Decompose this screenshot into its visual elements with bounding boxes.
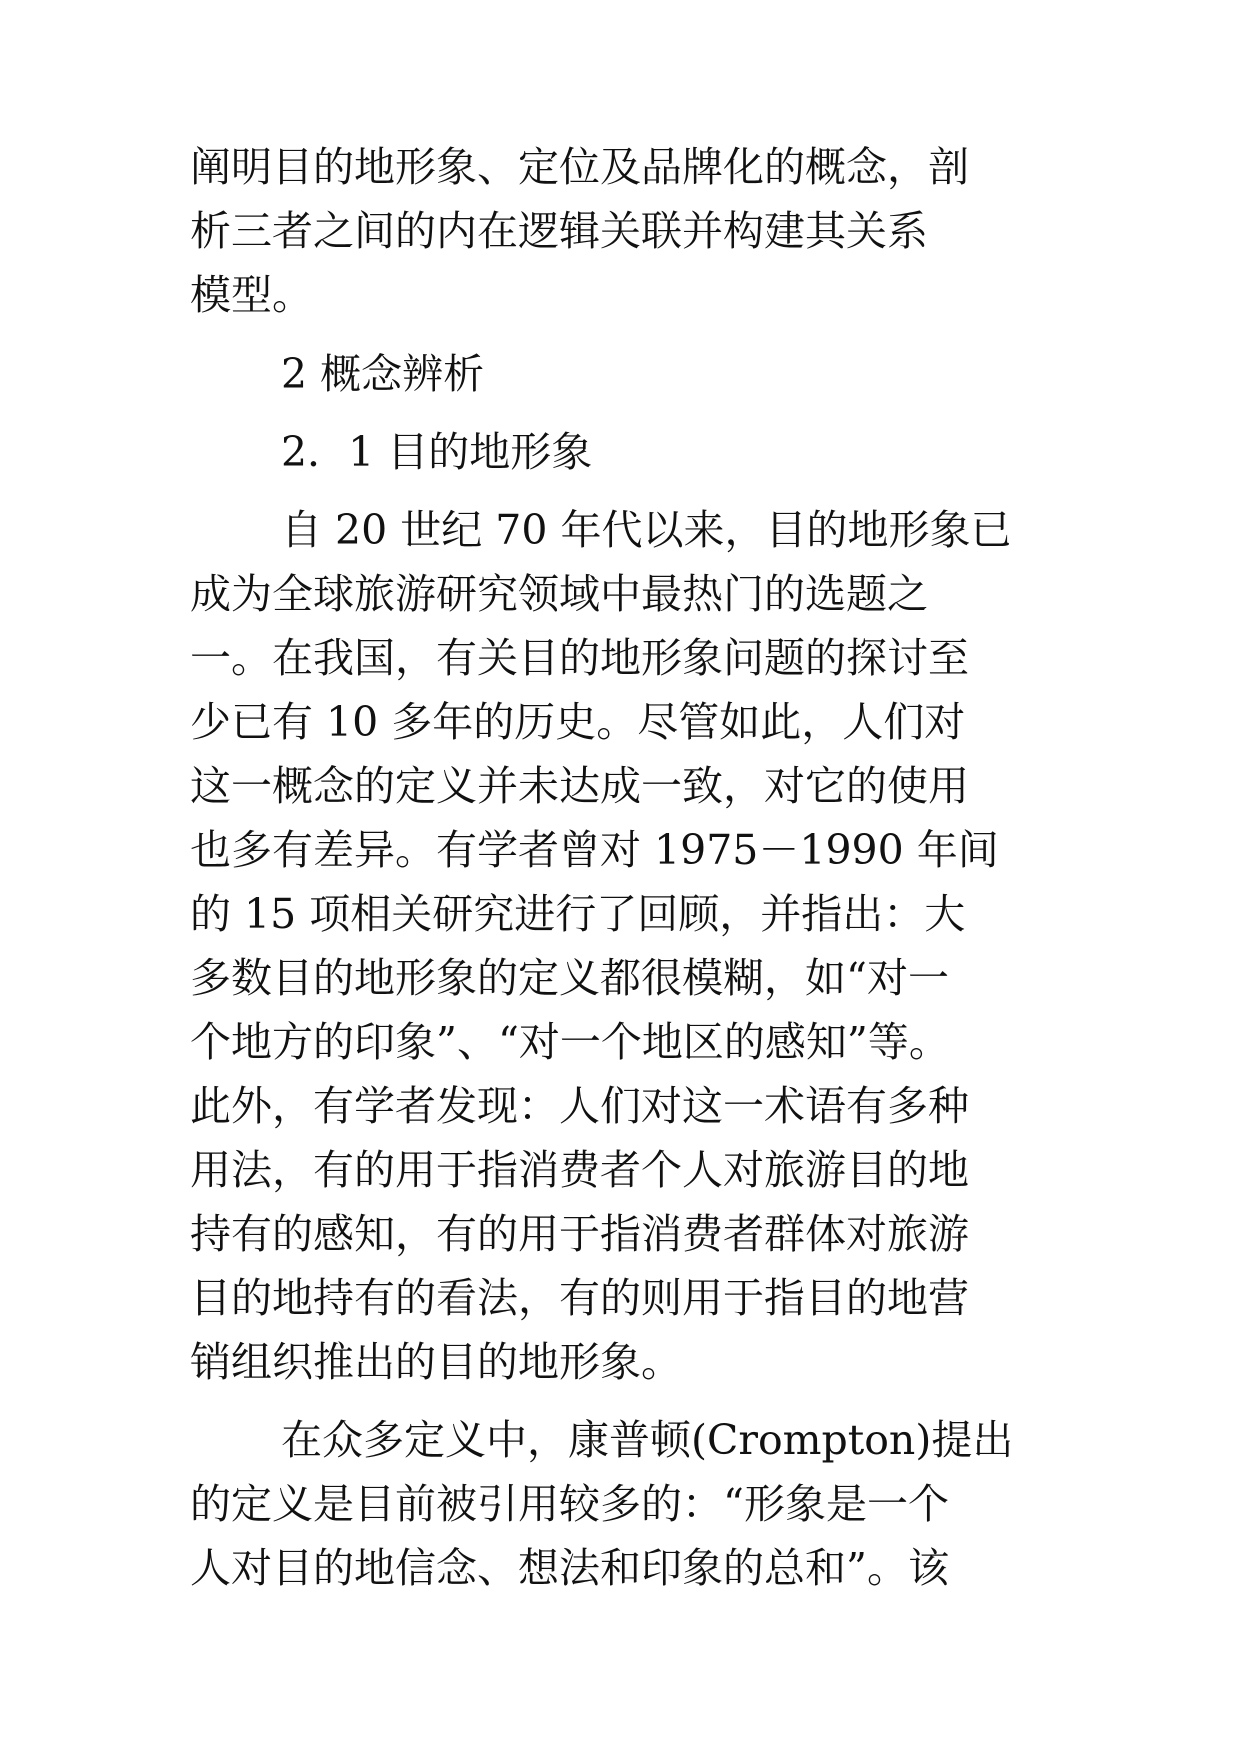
paragraph-line: 持有的感知，有的用于指消费者群体对旅游: [190, 1210, 969, 1258]
paragraph-line: 阐明目的地形象、定位及品牌化的概念，剖: [190, 143, 969, 191]
paragraph-line: 目的地持有的看法，有的则用于指目的地营: [190, 1274, 969, 1322]
paragraph-line: 此外，有学者发现：人们对这一术语有多种: [190, 1082, 969, 1130]
paragraph-line: 多数目的地形象的定义都很模糊，如“对一: [190, 954, 949, 1002]
paragraph-line: 销组织推出的目的地形象。: [190, 1338, 682, 1386]
paragraph-line: 在众多定义中，康普顿(Crompton)提出: [281, 1416, 1014, 1464]
paragraph-line: 个地方的印象”、“对一个地区的感知”等。: [190, 1018, 950, 1066]
paragraph-line: 少已有 10 多年的历史。尽管如此，人们对: [190, 698, 966, 746]
paragraph-line: 模型。: [190, 271, 313, 319]
paragraph-line: 自 20 世纪 70 年代以来，目的地形象已: [281, 506, 1012, 554]
section-heading: 2 概念辨析: [281, 350, 485, 398]
paragraph-line: 的 15 项相关研究进行了回顾，并指出：大: [190, 890, 966, 938]
paragraph-line: 一。在我国，有关目的地形象问题的探讨至: [190, 634, 969, 682]
subsection-heading: 2．1 目的地形象: [281, 428, 593, 476]
paragraph-line: 成为全球旅游研究领域中最热门的选题之: [190, 570, 928, 618]
paragraph-line: 析三者之间的内在逻辑关联并构建其关系: [190, 207, 928, 255]
paragraph-line: 人对目的地信念、想法和印象的总和”。该: [190, 1544, 949, 1592]
paragraph-line: 这一概念的定义并未达成一致，对它的使用: [190, 762, 969, 810]
paragraph-line: 也多有差异。有学者曾对 1975－1990 年间: [190, 826, 999, 874]
paragraph-line: 的定义是目前被引用较多的：“形象是一个: [190, 1480, 949, 1528]
paragraph-line: 用法，有的用于指消费者个人对旅游目的地: [190, 1146, 969, 1194]
